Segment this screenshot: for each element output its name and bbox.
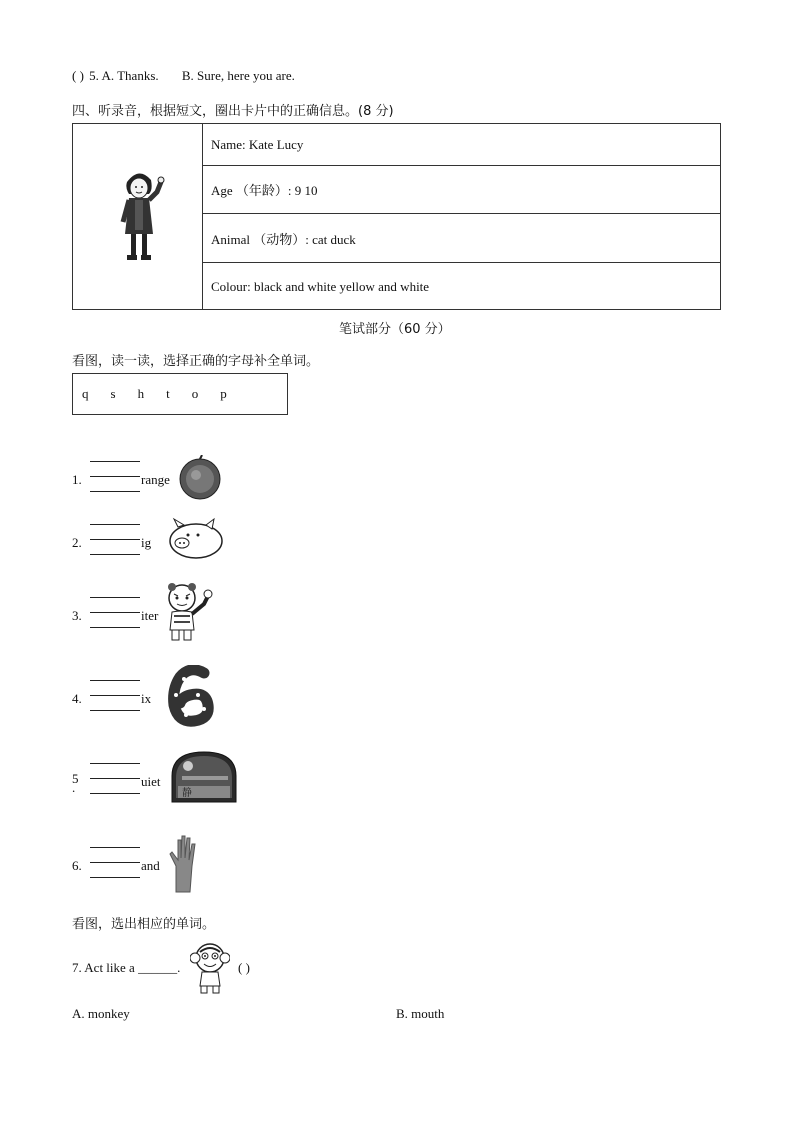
girl-picture-cell: [73, 124, 203, 309]
card-row-name: Name: Kate Lucy: [203, 124, 720, 166]
item-number: 3.: [72, 608, 82, 623]
letter-option: h: [137, 386, 145, 401]
six-icon: [164, 665, 218, 727]
word-suffix: uiet: [141, 774, 161, 789]
card-row-colour: Colour: black and white yellow and white: [211, 278, 430, 294]
item-number: 6.: [72, 858, 82, 873]
item-number: 4.: [72, 691, 82, 706]
word-suffix: ig: [141, 535, 152, 550]
letter-box: [72, 373, 288, 415]
info-card: [72, 123, 721, 310]
answer-paren: ( ): [72, 68, 84, 83]
monkey-icon: [190, 942, 230, 994]
svg-text:静: 静: [182, 788, 192, 799]
fill-instruction: 看图，读一读，选择正确的字母补全单词。: [72, 354, 320, 369]
question-5-text: 5. A. Thanks.: [89, 68, 159, 83]
letter-option: o: [191, 386, 199, 401]
letter-option: s: [110, 386, 116, 401]
pig-icon: [164, 517, 226, 561]
word-suffix: ix: [141, 691, 152, 706]
card-row-animal: Animal （动物）: cat duck: [203, 214, 720, 263]
option-a: A. monkey: [72, 1006, 130, 1021]
hand-icon: [168, 832, 198, 894]
section-4-title: 四、听录音，根据短文，圈出卡片中的正确信息。(8 分): [72, 104, 394, 119]
question-5-option-b: B. Sure, here you are.: [181, 68, 295, 83]
card-row-age: Age （年龄）: 9 10: [203, 166, 720, 214]
word-suffix: and: [141, 858, 160, 873]
item-number: 1.: [72, 472, 82, 487]
word-suffix: iter: [141, 608, 159, 623]
quiet-sign-icon: [168, 748, 240, 810]
letter-option: t: [166, 386, 170, 401]
orange-icon: [178, 455, 222, 501]
letter-option: p: [220, 386, 227, 401]
written-part-title: 笔试部分（60 分）: [339, 322, 451, 337]
girl-icon: [109, 166, 169, 266]
choose-instruction: 看图，选出相应的单词。: [72, 917, 216, 932]
tiger-icon: [164, 582, 216, 644]
question-7-text: 7. Act like a ______.: [72, 960, 181, 975]
option-b: B. mouth: [396, 1006, 445, 1021]
item-number: 5 .: [72, 771, 79, 795]
item-number: 2.: [72, 535, 82, 550]
question-7-paren: ( ): [238, 960, 250, 975]
question-5: [72, 68, 295, 84]
question-7: [72, 960, 180, 976]
letter-option: q: [82, 386, 89, 401]
word-suffix: range: [141, 472, 170, 487]
